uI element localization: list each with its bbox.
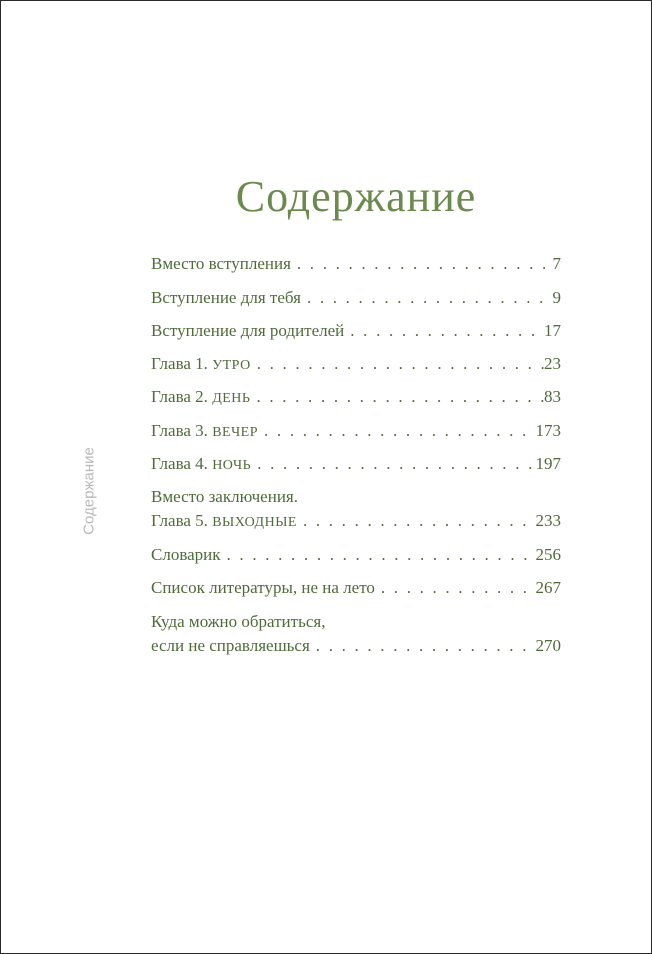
toc-entry-glossary[interactable] [151,543,561,567]
toc-page-number: 173 [535,421,561,440]
toc-page-number: 9 [552,288,561,307]
toc-page-number: 256 [535,545,561,564]
toc-leader-dots [310,634,536,658]
toc-leader-dots [297,509,536,533]
chapter-name: УТРО [212,358,251,373]
toc-entry-title: если не справляешься [151,636,310,655]
toc-entry-first-line: Куда можно обратиться, [151,612,326,631]
page-title: Содержание [235,172,477,221]
toc-entry-chapter-5[interactable] [151,485,561,535]
toc-leader-dots [221,543,536,567]
toc-entry-first-line: Вместо заключения. [151,487,298,506]
chapter-prefix: Глава 5. [151,511,208,530]
toc-entry-title [151,509,297,535]
toc-entry-title: Вступление для тебя [151,288,301,307]
toc-leader-dots [375,576,536,600]
toc-page-number: 270 [535,636,561,655]
toc-entry-bibliography[interactable] [151,576,561,600]
chapter-name: НОЧЬ [212,458,252,473]
toc-entry-chapter-3[interactable] [151,419,561,445]
toc-page-number: 83 [544,387,561,406]
toc-entry-title: Словарик [151,545,221,564]
toc-entry-title [151,385,250,411]
toc-entry-title: Вступление для родителей [151,321,345,340]
toc-leader-dots [291,252,553,276]
toc-entry-where-to-turn[interactable] [151,610,561,658]
toc-entry-title [151,419,258,445]
toc-leader-dots [251,352,544,376]
chapter-name: ДЕНЬ [212,391,251,406]
toc-leader-dots [258,419,535,443]
toc-leader-dots [344,319,544,343]
chapter-prefix: Глава 3. [151,421,208,440]
toc-entry-title [151,352,251,378]
toc-leader-dots [250,385,544,409]
chapter-name: ВЕЧЕР [212,425,259,440]
toc-page-number: 7 [552,254,561,273]
toc-page-number: 267 [535,578,561,597]
chapter-prefix: Глава 2. [151,387,208,406]
toc-leader-dots [251,452,535,476]
toc-entry-intro-for-you[interactable] [151,286,561,310]
chapter-name: ВЫХОДНЫЕ [212,515,297,530]
toc-entry-chapter-1[interactable] [151,352,561,378]
chapter-prefix: Глава 1. [151,354,208,373]
toc-entry-intro-for-parents[interactable] [151,319,561,343]
toc-entry-intro-instead[interactable] [151,252,561,276]
toc-entry-title: Вместо вступления [151,254,291,273]
toc-entry-chapter-4[interactable] [151,452,561,478]
running-header: Содержание [80,447,98,535]
toc-entry-title: Список литературы, не на лето [151,578,375,597]
toc-entry-chapter-2[interactable] [151,385,561,411]
toc-leader-dots [301,286,553,310]
toc-page-number: 23 [544,354,561,373]
toc-page-number: 197 [535,454,561,473]
toc-page-number: 17 [544,321,561,340]
toc-page-number: 233 [535,511,561,530]
chapter-prefix: Глава 4. [151,454,208,473]
toc-entry-title [151,452,251,478]
